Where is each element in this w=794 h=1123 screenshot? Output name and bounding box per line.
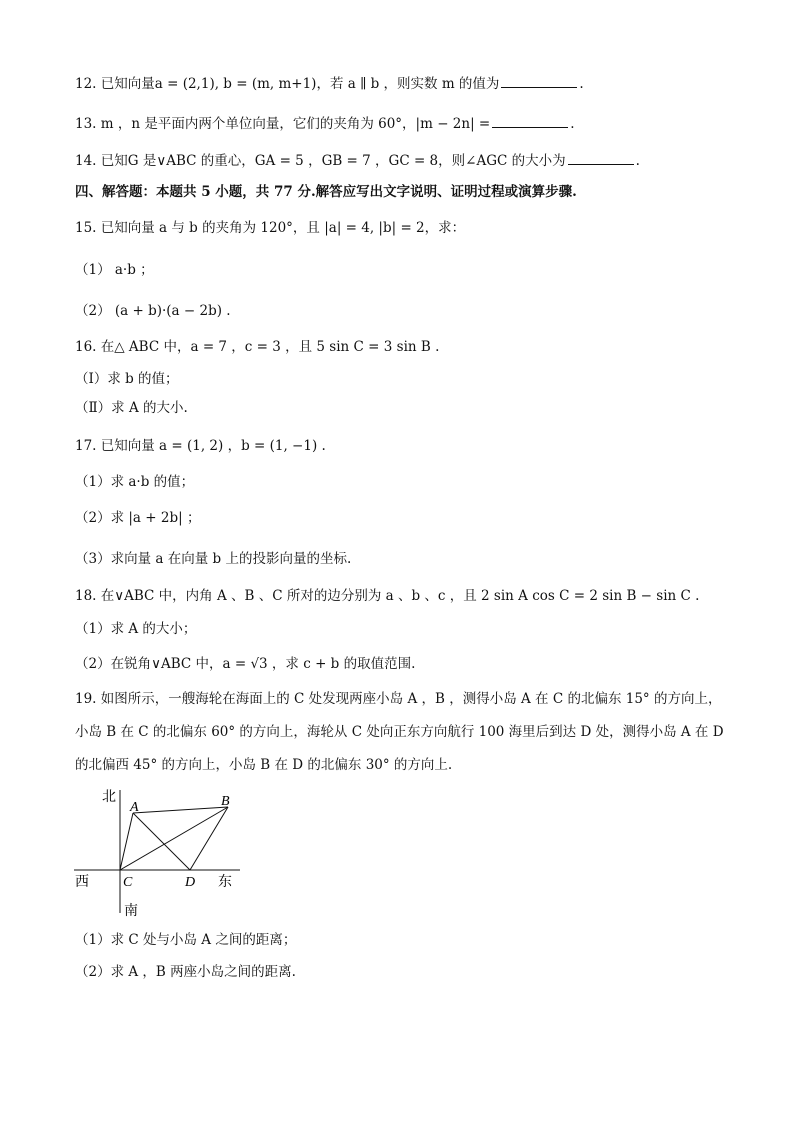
question-15-part-2: （2） (a + b)·(a − 2b) . — [75, 303, 231, 319]
question-18-stem: 18. 在∨ABC 中，内角 A 、B 、C 所对的边分别为 a 、b 、c ，且 2 sin A cos C = 2 sin B − sin C . — [75, 588, 700, 604]
question-12: 12. 已知向量a = (2,1), b = (m, m+1)，若 a ∥ b ，则实数 m 的值为 . — [75, 73, 584, 94]
segment-AD — [133, 813, 190, 870]
question-15-part-1: （1） a·b ； — [75, 262, 154, 278]
label-north: 北 — [102, 790, 116, 805]
point-label-D: D — [185, 875, 196, 890]
question-17-part-1: （1）求 a·b 的值； — [75, 474, 195, 490]
question-12-text: 12. 已知向量a = (2,1), b = (m, m+1)，若 a ∥ b ，则实数 m 的值为 — [75, 76, 500, 92]
question-15-stem: 15. 已知向量 a 与 b 的夹角为 120°，且 |a| = 4, |b| = 2，求： — [75, 220, 466, 236]
question-17-part-3: （3）求向量 a 在向量 b 上的投影向量的坐标. — [75, 551, 352, 567]
question-13: 13. m ，n 是平面内两个单位向量，它们的夹角为 60°，|m − 2n| = . — [75, 113, 575, 134]
answer-blank-13 — [492, 113, 568, 128]
question-14: 14. 已知G 是∨ABC 的重心，GA = 5 ，GB = 7 ，GC = 8，则∠AGC 的大小为 . — [75, 150, 640, 171]
question-14-text: 14. 已知G 是∨ABC 的重心，GA = 5 ，GB = 7 ，GC = 8，则∠AGC 的大小为 — [75, 153, 566, 169]
section-heading: 四、解答题：本题共 5 小题，共 77 分.解答应写出文字说明、证明过程或演算步骤. — [75, 184, 577, 200]
question-19-part-1: （1）求 C 处与小岛 A 之间的距离； — [75, 932, 297, 948]
segment-AB — [133, 807, 228, 813]
answer-blank-14 — [568, 150, 634, 165]
point-label-B: B — [221, 794, 230, 809]
answer-blank-12 — [501, 73, 577, 88]
label-south: 南 — [124, 904, 138, 919]
question-19-part-2: （2）求 A ，B 两座小岛之间的距离. — [75, 964, 296, 980]
question-19-line-2: 小岛 B 在 C 的北偏东 60° 的方向上，海轮从 C 处向正东方向航行 100 海里后到达 D 处，测得小岛 A 在 D — [75, 724, 724, 740]
question-16-part-2: （Ⅱ）求 A 的大小. — [75, 400, 188, 416]
question-19-line-3: 的北偏西 45° 的方向上，小岛 B 在 D 的北偏东 30° 的方向上. — [75, 757, 453, 773]
question-16-stem: 16. 在△ ABC 中，a = 7 ，c = 3 ，且 5 sin C = 3 sin B . — [75, 339, 440, 355]
question-13-text: 13. m ，n 是平面内两个单位向量，它们的夹角为 60°，|m − 2n| = — [75, 116, 491, 132]
question-18-part-2: （2）在锐角∨ABC 中，a = √3 ，求 c + b 的取值范围. — [75, 656, 416, 672]
label-east: 东 — [218, 875, 232, 890]
question-17-stem: 17. 已知向量 a = (1, 2) ，b = (1, −1) . — [75, 438, 326, 454]
point-label-A: A — [130, 800, 139, 815]
segment-CA — [120, 813, 133, 870]
segment-DB — [190, 807, 228, 870]
point-label-C: C — [123, 875, 133, 890]
question-18-part-1: （1）求 A 的大小； — [75, 621, 197, 637]
question-19-line-1: 19. 如图所示，一艘海轮在海面上的 C 处发现两座小岛 A ，B ，测得小岛 A 在 C 的北偏东 15° 的方向上， — [75, 691, 722, 707]
label-west: 西 — [75, 875, 89, 890]
navigation-diagram — [70, 785, 250, 920]
question-16-part-1: （Ⅰ）求 b 的值； — [75, 371, 179, 387]
question-17-part-2: （2）求 |a + 2b| ； — [75, 510, 201, 526]
